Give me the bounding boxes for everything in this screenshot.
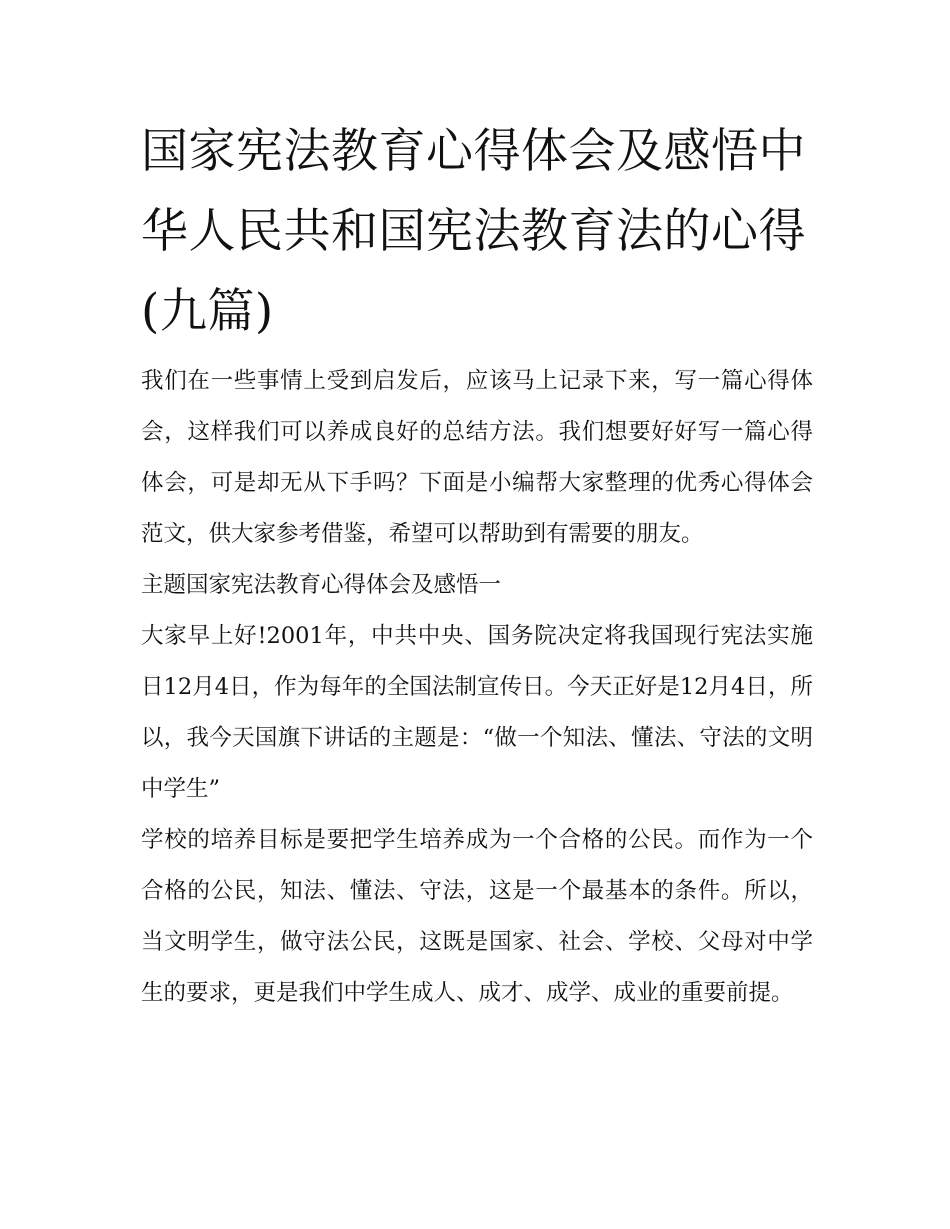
- section-heading: 主题国家宪法教育心得体会及感悟一: [141, 572, 502, 598]
- document-title: 国家宪法教育心得体会及感悟中华人民共和国宪法教育法的心得(九篇): [141, 124, 806, 339]
- document-body: [141, 112, 813, 1019]
- intro-paragraph: 我们在一些事情上受到启发后，应该马上记录下来，写一篇心得体会，这样我们可以养成良好的总结方法。我们想要好好写一篇心得体会，可是却无从下手吗？下面是小编帮大家整理的优秀心得体会范文，供大家参考借鉴，希望可以帮助到有需要的朋友。: [141, 368, 813, 547]
- body-paragraph-2: 学校的培养目标是要把学生培养成为一个合格的公民。而作为一个合格的公民，知法、懂法、守法，这是一个最基本的条件。所以，当文明学生，做守法公民，这既是国家、社会、学校、父母对中学生的要求，更是我们中学生成人、成才、成学、成业的重要前提。: [141, 827, 813, 1006]
- body-paragraph-1: 大家早上好!2001年，中共中央、国务院决定将我国现行宪法实施日12月4日，作为每年的全国法制宣传日。今天正好是12月4日，所以，我今天国旗下讲话的主题是：“做一个知法、懂法、守法的文明中学生”: [141, 623, 813, 802]
